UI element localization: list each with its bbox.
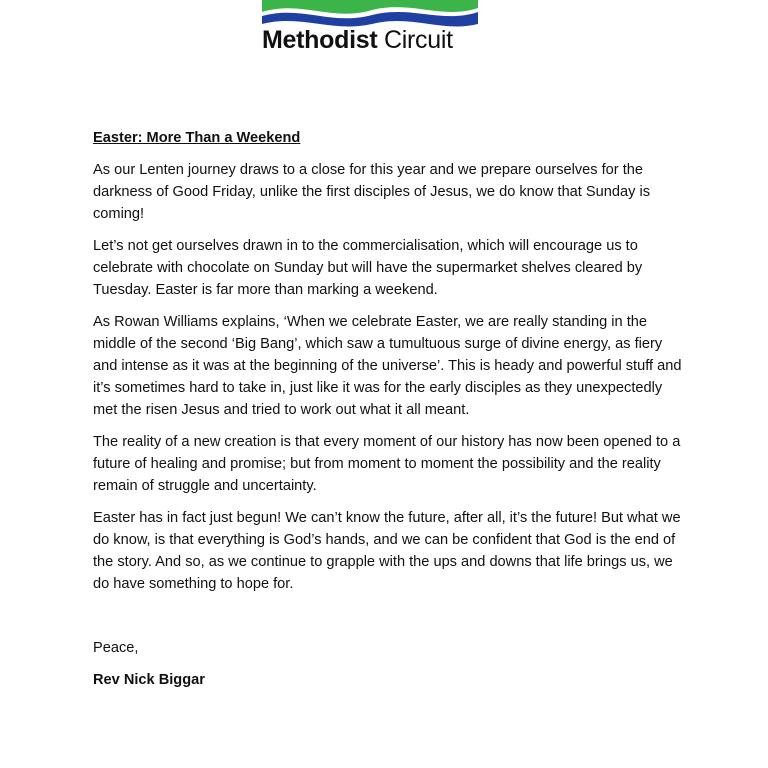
letter-paragraph-3: As Rowan Williams explains, ‘When we celebrate Easter, we are really standing in the middle of the second ‘Big Bang’, which saw a tumultuous surge of divine energy, as fiery and intense as it was at the beginning of the universe’. This is heady and powerful stuff and it’s sometimes hard to take in, just like it was for the early disciples as they unexpectedly met the risen Jesus and tried to work out what it all meant. bbox=[93, 314, 682, 418]
letter-paragraph-2: Let’s not get ourselves drawn in to the commercialisation, which will encourage us to celebrate with chocolate on Sunday but will have the supermarket shelves cleared by Tuesday. Easter is far more than marking a weekend. bbox=[93, 238, 643, 298]
circuit-logo bbox=[262, 0, 478, 56]
letter-paragraph-4: The reality of a new creation is that every moment of our history has now been opened to a future of healing and promise; but from moment to moment the possibility and the reality remain of struggle and uncertainty. bbox=[93, 434, 681, 494]
letter-signature: Rev Nick Biggar bbox=[93, 672, 205, 688]
letter-body bbox=[93, 127, 683, 691]
letter-paragraph-5: Easter has in fact just begun! We can’t know the future, after all, it’s the future! But what we do know, is that everything is God’s hands, and we can be confident that God is the end of the story. And so, as we continue to grapple with the ups and downs that life brings us, we do have something to hope for. bbox=[93, 510, 681, 592]
letter-heading: Easter: More Than a Weekend bbox=[93, 130, 301, 146]
logo-wordmark bbox=[262, 24, 478, 56]
letter-signoff: Peace, bbox=[93, 640, 139, 656]
logo-word-circuit: Circuit bbox=[384, 26, 453, 54]
letter-closing bbox=[93, 637, 683, 691]
letter-paragraph-1: As our Lenten journey draws to a close for this year and we prepare ourselves for the darkness of Good Friday, unlike the first disciples of Jesus, we do know that Sunday is coming! bbox=[93, 162, 650, 222]
logo-word-methodist: Methodist bbox=[262, 26, 378, 54]
